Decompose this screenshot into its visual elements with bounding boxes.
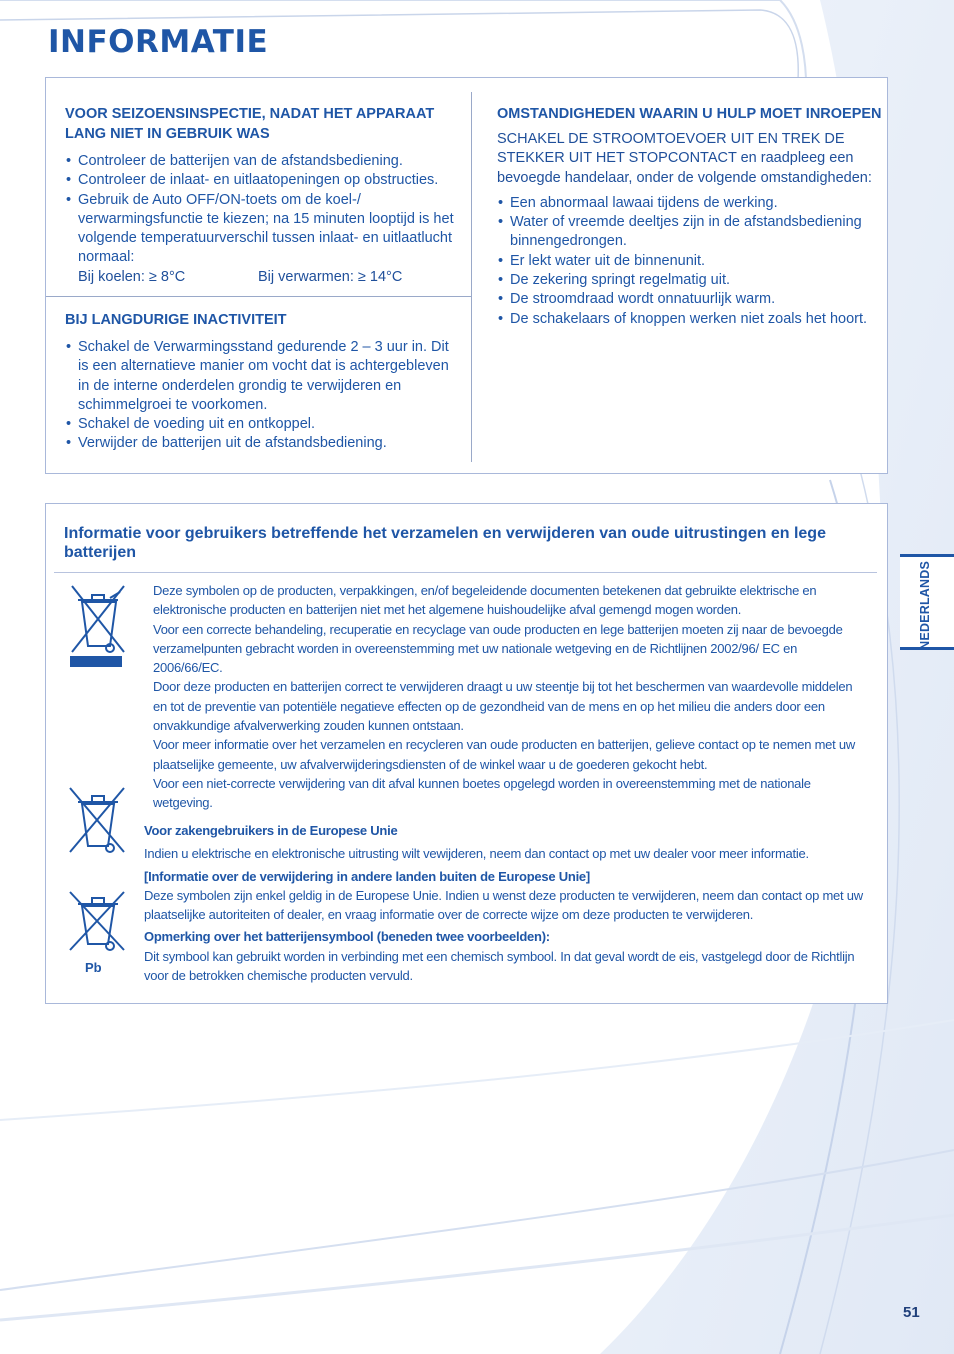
disposal-main-text (153, 581, 868, 813)
heating-temperature: Bij verwarmen: ≥ 14°C (258, 268, 403, 285)
cooling-temperature: Bij koelen: ≥ 8°C (78, 268, 186, 285)
disposal-paragraph: Deze symbolen op de producten, verpakkingen, en/of begeleidende documenten betekenen dat gebruikte elektrische en elektronische producten en batterijen niet met het algemene huishoudelijke afval gemengd mogen worden. (153, 583, 817, 618)
call-for-help-list (497, 194, 882, 329)
disposal-sub-text (144, 819, 874, 985)
language-side-tab (900, 554, 954, 650)
battery-symbol-text: Dit symbool kan gebruikt worden in verbinding met een chemisch symbool. In dat geval wordt de eis, vastgelegd door de Richtlijn voor de betrokken chemische producten vervuld. (144, 948, 855, 984)
disposal-paragraph: Voor meer informatie over het verzamelen en recycleren van oude producten en batterijen, gelieve contact op te nemen met uw plaatselijke gemeente, uw afvalverwijderingsdiensten of de winkel waar u de goederen gekocht hebt. (153, 737, 855, 772)
seasonal-inspection-heading: VOOR SEIZOENSINSPECTIE, NADAT HET APPARAAT LANG NIET IN GEBRUIK WAS (65, 106, 435, 142)
list-item: • Schakel de voeding uit en ontkoppel. (65, 415, 460, 434)
list-item: • Schakel de Verwarmingsstand gedurende 2 – 3 uur in. Dit is een alternatieve manier om vocht dat is achtergebleven in de interne onderdelen grondig te verwijderen en schimmelgroei te voorkomen. (65, 338, 460, 415)
business-users-heading: Voor zakengebruikers in de Europese Unie (144, 823, 398, 838)
disposal-title: Informatie voor gebruikers betreffende het verzamelen en verwijderen van oude uitrustingen en lege batterijen (64, 525, 826, 561)
call-for-help-heading: OMSTANDIGHEDEN WAARIN U HULP MOET INROEPEN (497, 106, 882, 122)
call-for-help-section (497, 104, 882, 329)
disposal-info-box (45, 503, 888, 1004)
call-for-help-intro: SCHAKEL DE STROOMTOEVOER UIT EN TREK DE STEKKER UIT HET STOPCONTACT en raadpleeg een bevoegde handelaar, onder de volgende omstandigheden: (497, 131, 872, 186)
temperature-difference-row (65, 268, 460, 287)
list-item: • Controleer de inlaat- en uitlaatopeningen op obstructies. (65, 171, 460, 190)
list-item: • De stroomdraad wordt onnatuurlijk warm. (497, 290, 882, 309)
list-item: • Controleer de batterijen van de afstandsbediening. (65, 152, 460, 171)
list-item: • Er lekt water uit de binnenunit. (497, 252, 882, 271)
disposal-title-rule (54, 572, 877, 573)
long-inactivity-section (65, 310, 460, 454)
outside-eu-heading: [Informatie over de verwijdering in andere landen buiten de Europese Unie] (144, 868, 590, 884)
disposal-paragraph: Voor een correcte behandeling, recuperatie en recyclage van oude producten en lege batterijen moeten zij naar de bevoegde verzamelpunten gebracht worden in overeenstemming met uw nationale wetgeving en de Richtlijnen 2002/96/ EC en 2006/66/EC. (153, 621, 843, 676)
list-item: • De zekering springt regelmatig uit. (497, 271, 882, 290)
list-item: • Gebruik de Auto OFF/ON-toets om de koel-/ verwarmingsfunctie te kiezen; na 15 minuten looptijd is het volgende temperatuurverschil tussen inlaat- en uitlaatlucht normaal: (65, 191, 460, 268)
section-divider (46, 296, 471, 297)
long-inactivity-list (65, 338, 460, 454)
weee-bin-pb-icon (66, 890, 128, 952)
long-inactivity-heading: BIJ LANGDURIGE INACTIVITEIT (65, 312, 287, 328)
battery-symbol-heading: Opmerking over het batterijensymbool (beneden twee voorbeelden): (144, 929, 550, 945)
list-item: • De schakelaars of knoppen werken niet zoals het hoort. (497, 310, 882, 329)
weee-bin-with-bar-icon (66, 584, 128, 669)
seasonal-inspection-list (65, 152, 460, 268)
list-item: • Een abnormaal lawaai tijdens de werking. (497, 194, 882, 213)
list-item: • Verwijder de batterijen uit de afstandsbediening. (65, 434, 460, 453)
list-item: • Water of vreemde deeltjes zijn in de afstandsbediening binnengedrongen. (497, 213, 882, 252)
disposal-paragraph: Door deze producten en batterijen correct te verwijderen draagt u uw steentje bij tot het beschermen van waardevolle middelen en tot de preventie van potentiële negatieve effecten op de gezondheid van de mens en op het milieu die anders door een onvakkundige afvalverwerking zouden kunnen ontstaan. (153, 679, 853, 734)
disposal-paragraph: Voor een niet-correcte verwijdering van dit afval kunnen boetes opgelegd worden in overeenstemming met de nationale wetgeving. (153, 775, 811, 811)
weee-bin-icon (66, 786, 128, 854)
page-title: INFORMATIE (48, 24, 269, 60)
outside-eu-text: Deze symbolen zijn enkel geldig in de Europese Unie. Indien u wenst deze producten te verwijderen, neem dan contact op met uw plaatselijke autoriteiten of dealer, en vraag informatie over de correcte wijze om deze producten te verwijderen. (144, 887, 863, 923)
column-divider (471, 92, 472, 462)
maintenance-info-box (45, 77, 888, 474)
seasonal-inspection-section (65, 104, 460, 287)
chemical-symbol-label: Pb (85, 960, 102, 975)
language-label: NEDERLANDS (918, 561, 932, 650)
page-number: 51 (903, 1304, 920, 1321)
business-users-text: Indien u elektrische en elektronische uitrusting wilt vewijderen, neem dan contact op met uw dealer voor meer informatie. (144, 846, 809, 862)
